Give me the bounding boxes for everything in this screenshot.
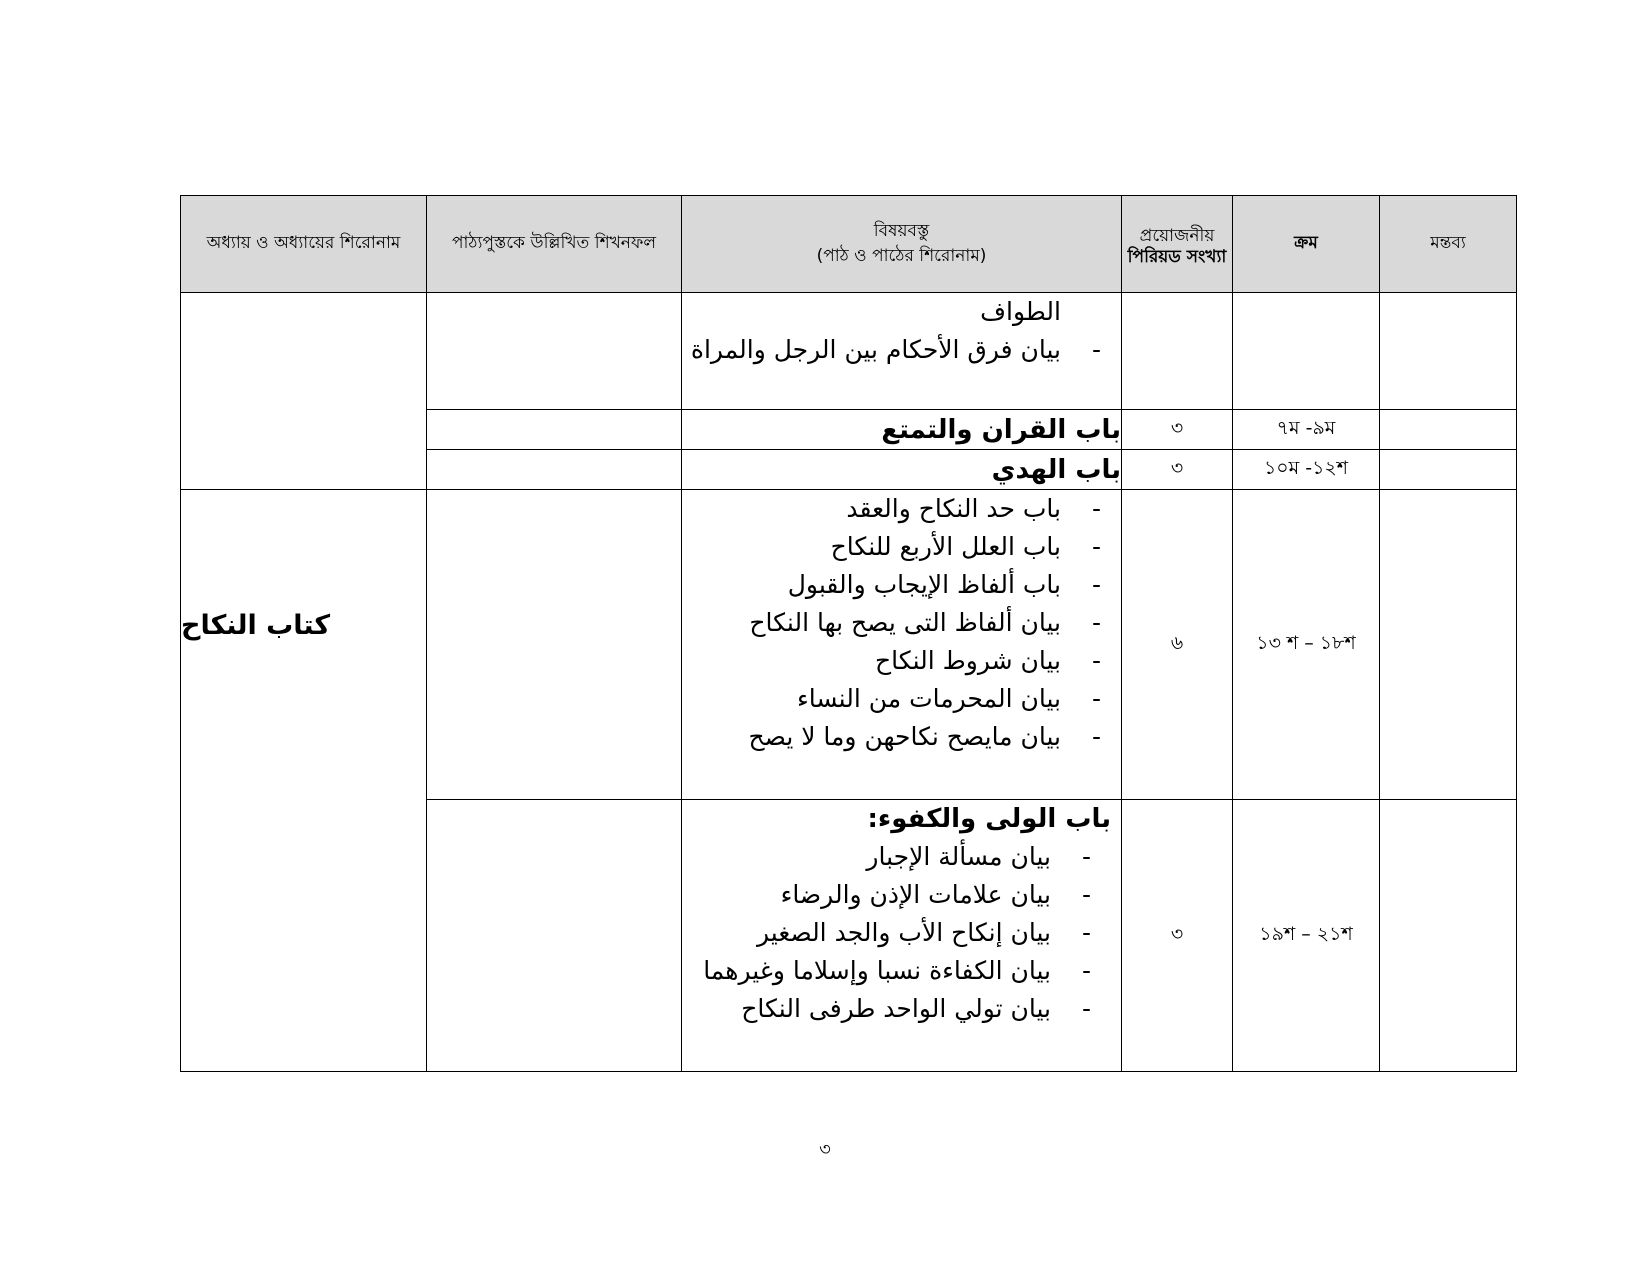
- content-list: [682, 838, 1121, 1028]
- content-heading: باب القران والتمتع: [682, 410, 1122, 450]
- sequence-cell: [1233, 293, 1380, 410]
- list-item: - باب العلل الأربع للنكاح: [682, 528, 1061, 566]
- sequence-cell: ১৯শ – ২১শ: [1233, 800, 1380, 1072]
- chapter-title: كتاب النكاح: [181, 490, 427, 1072]
- table-row: [181, 490, 1517, 800]
- remarks-cell: [1380, 490, 1517, 800]
- content-list: [682, 331, 1121, 369]
- list-item: - باب ألفاظ الإيجاب والقبول: [682, 566, 1061, 604]
- outcomes-cell: [427, 293, 682, 410]
- periods-cell: [1122, 293, 1233, 410]
- list-item: - بيان ألفاظ التى يصح بها النكاح: [682, 604, 1061, 642]
- header-content: [682, 196, 1122, 293]
- header-periods-line2: পিরিয়ড সংখ্যা: [1127, 246, 1227, 267]
- chapter-cell-empty: [181, 293, 427, 490]
- list-item: - بيان تولي الواحد طرفى النكاح: [682, 990, 1051, 1028]
- periods-cell: ৩: [1122, 450, 1233, 490]
- content-heading: باب الولى والكفوء:: [867, 804, 1111, 834]
- list-item: - بيان علامات الإذن والرضاء: [682, 876, 1051, 914]
- list-item: - بيان الكفاءة نسبا وإسلاما وغيرهما: [682, 952, 1051, 990]
- remarks-cell: [1380, 410, 1517, 450]
- sequence-cell: ১৩ শ – ১৮শ: [1233, 490, 1380, 800]
- periods-cell: ৬: [1122, 490, 1233, 800]
- content-cell: [682, 490, 1122, 800]
- sequence-cell: ১০ম -১২শ: [1233, 450, 1380, 490]
- remarks-cell: [1380, 293, 1517, 410]
- header-remarks: মন্তব্য: [1380, 196, 1517, 293]
- list-item: - بيان المحرمات من النساء: [682, 680, 1061, 718]
- header-periods-line1: প্রয়োজনীয়: [1139, 226, 1215, 247]
- table-row: [181, 293, 1517, 410]
- list-item: - بيان مايصح نكاحهن وما لا يصح: [682, 718, 1061, 756]
- list-item: - بيان فرق الأحكام بين الرجل والمراة: [682, 331, 1061, 369]
- continued-text: الطواف: [980, 297, 1061, 326]
- content-cell: [682, 293, 1122, 410]
- outcomes-cell: [427, 410, 682, 450]
- table-header-row: [181, 196, 1517, 293]
- outcomes-cell: [427, 450, 682, 490]
- content-list: [682, 490, 1121, 756]
- content-cell: [682, 800, 1122, 1072]
- header-content-line2: (পাঠ ও পাঠের শিরোনাম): [816, 246, 987, 266]
- header-content-line1: বিষয়বস্তু: [873, 220, 930, 241]
- sequence-cell: ৭ম -৯ম: [1233, 410, 1380, 450]
- page-number: ৩: [819, 1139, 831, 1160]
- header-periods: [1122, 196, 1233, 293]
- header-outcomes: পাঠ্যপুস্তকে উল্লিখিত শিখনফল: [427, 196, 682, 293]
- list-item: - باب حد النكاح والعقد: [682, 490, 1061, 528]
- header-chapter: অধ্যায় ও অধ্যায়ের শিরোনাম: [181, 196, 427, 293]
- header-sequence: ক্রম: [1233, 196, 1380, 293]
- remarks-cell: [1380, 450, 1517, 490]
- list-item: - بيان مسألة الإجبار: [682, 838, 1051, 876]
- outcomes-cell: [427, 490, 682, 800]
- periods-cell: ৩: [1122, 800, 1233, 1072]
- outcomes-cell: [427, 800, 682, 1072]
- content-heading: باب الهدي: [682, 450, 1122, 490]
- syllabus-table: [180, 195, 1517, 1072]
- periods-cell: ৩: [1122, 410, 1233, 450]
- list-item: - بيان إنكاح الأب والجد الصغير: [682, 914, 1051, 952]
- remarks-cell: [1380, 800, 1517, 1072]
- list-item: - بيان شروط النكاح: [682, 642, 1061, 680]
